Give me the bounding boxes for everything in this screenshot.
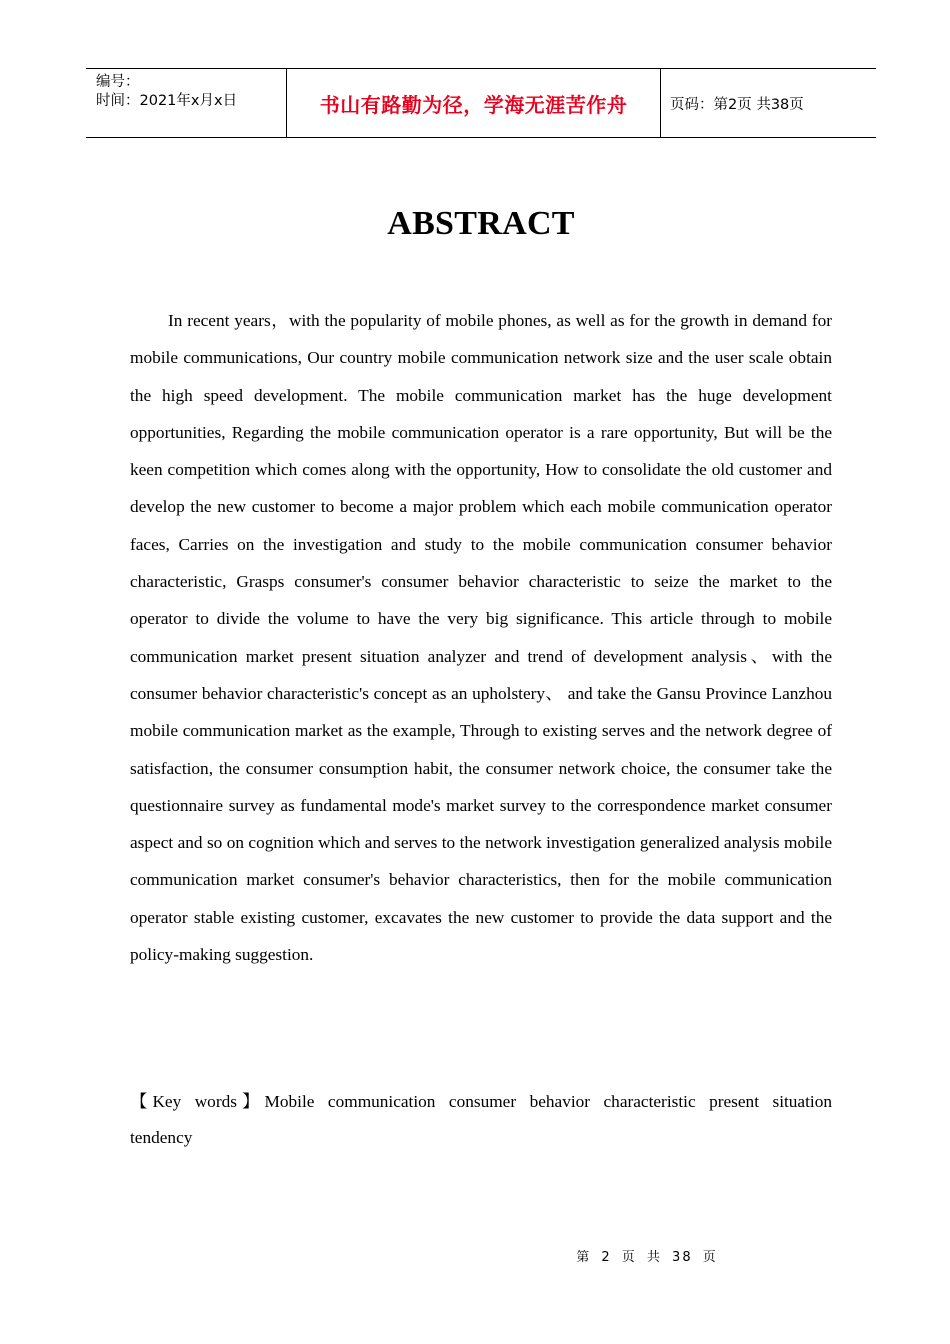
page-title: ABSTRACT [387,205,575,242]
header-motto: 书山有路勤为径，学海无涯苦作舟 [287,69,661,137]
time-label: 时间：2021年x月x日 [96,93,238,109]
header-meta [86,69,287,137]
header-page-info: 页码：第2页 共38页 [670,96,804,113]
page-footer: 第 2 页 共 38 页 [576,1250,718,1265]
serial-label: 编号： [96,74,140,90]
abstract-paragraph: In recent years，with the popularity of mobile phones, as well as for the growth in demand for mobile communications, Our country mobile communication network size and the user scale obtain the high speed development. The mobile communication market has the huge development opportunities, Regarding the mobile communication operator is a rare opportunity, But will be the keen competition which comes along with the opportunity, How to consolidate the old customer and develop the new customer to become a major problem which each mobile communication operator faces, Carries on the investigation and study to the mobile communication consumer behavior characteristic, Grasps consumer's consumer behavior characteristic to seize the market to the operator to divide the volume to have the very big significance. This article through to mobile communication market present situation analyzer and trend of development analysis、with the consumer behavior characteristic's concept as an upholstery、 and take the Gansu Province Lanzhou mobile communication market as the example, Through to existing serves and the network degree of satisfaction, the consumer consumption habit, the consumer network choice, the consumer take the questionnaire survey as fundamental mode's market survey to the correspondence market consumer aspect and so on cognition which and serves to the network investigation generalized analysis mobile communication market consumer's behavior characteristics, then for the mobile communication operator stable existing customer, excavates the new customer to provide the data support and the policy-making suggestion. [130,311,832,965]
page-header [86,68,876,138]
keywords-paragraph: 【Key words】Mobile communication consumer behavior characteristic present situation tendency [130,1092,832,1147]
